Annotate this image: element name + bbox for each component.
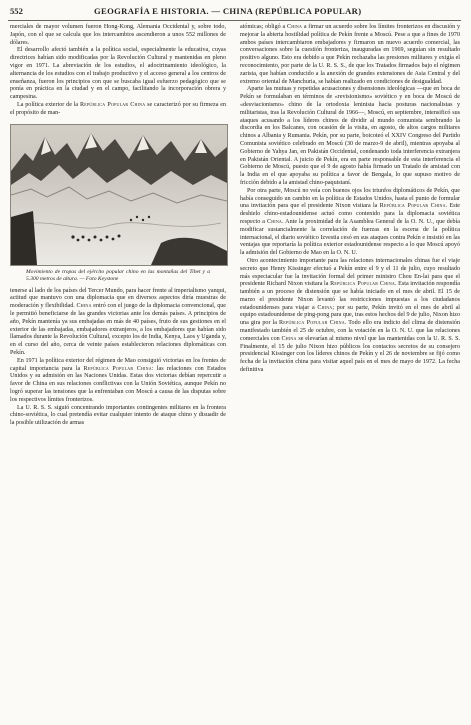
paragraph-text: . Todo ello era indicio del clima de distensión manifestado también el 25 de octubre, con la votación en la O. N. U. que las relaciones comerciales con — [240, 320, 460, 342]
country-name: China — [281, 335, 297, 342]
running-title: GEOGRAFÍA E HISTORIA. — CHINA (REPÚBLICA POPULAR) — [94, 6, 362, 16]
page-header — [8, 4, 461, 21]
country-name: República Popular China — [79, 101, 146, 108]
mountain-photo-illustration — [11, 125, 227, 265]
country-name: República Popular China — [279, 320, 345, 327]
country-name: República Popular China — [379, 203, 446, 210]
country-name: República Popular China — [330, 281, 395, 288]
paragraph-text: : las relaciones con Estados Unidos y su admisión en las Naciones Unidas. Estas dos victorias debían repercutir a favor de China en sus relaciones conflictivas con la Unión Soviética, aunque Pekín no logró superar las tensiones que la enfrentaban con Moscú a causa de las disputas sobre los respectivos límites fronterizos. — [10, 365, 226, 403]
paragraph-text: a firmar un acuerdo sobre los límites fronterizos en discusión y mejorar la abierta hostilidad política de Pekín frente a Moscú. Pese a que a fines de 1970 ambos países intercambiaron embajadores y firmaron un nuevo acuerdo comercial, las conversaciones sobre la cuestión fronteriza, inauguradas en 1969, seguían sin resultado positivo alguno. Esto era debido a que Pekín rechazaba las presiones militares y exigía el reconocimiento, por parte de la U. R. S. S., de que los Tratados firmados bajo el régimen zarista, que habían conducido a la anexión de grandes extensiones de Asia Central y del extremo oriental de Manchuria, se habían realizado en condiciones de desigualdad. — [240, 24, 461, 85]
left-column — [10, 24, 226, 428]
paragraph-text: se caracterizó por su firmeza en el propósito de man- — [10, 101, 226, 116]
paragraph: La U. R. S. S. siguió concentrando importantes contingentes militares en la frontera chino-soviética, lo cual pretendía evitar cualquier intento de ataque chino y disuadir de la posible utilización de armas — [10, 404, 226, 427]
photo-caption: Movimiento de tropas del ejército popular chino en las montañas del Tibet y a 5.300 metros de altura. — Foto Keystone — [26, 268, 210, 282]
paragraph: El desarrollo afectó también a la política social, especialmente la educativa, cuyas directrices habían sido modificadas por la Revolución Cultural y mantenidas en pleno vigor en 1971. La abreviación de los estudios, el adoctrinamiento ideológico, la alternancia de los estudios con el trabajo productivo y el acceso general a los centros de enseñanza, fueron los principios con que se buscaba igual esfuerzo pedagógico que se ponía en práctica en la ciudad y en el campo, facilitando la incorporación obrera y campesina. — [10, 47, 226, 101]
paragraph-text: atómicas; obligó a — [240, 24, 287, 30]
paragraph-text: ; por su parte, Pekín invitó en el mes de abril al equipo estadounidense de ping-pong para que, tras estos hechos del 9 de julio, Nixon hizo una gira por la — [240, 304, 460, 327]
page-number: 552 — [10, 6, 23, 16]
country-name: República Popular China — [83, 365, 152, 372]
paragraph — [10, 288, 226, 358]
paragraph: Aparte las mutuas y repetidas acusaciones y disensiones ideológicas —que en boca de Pekín se formulaban en términos de «revisionismo» soviético y en boca de Moscú de «desviacionismo» chino de la ortodoxia leninista hacia posturas nacionalistas y militaristas, tras la Revolución Cultural de 1966—, Moscú, en septiembre, intensificó sus ataques acusando a los líderes chinos de dividir al mundo comunista sembrando la discordia en los Balcanes, con ocasión de la visita, en agosto, de altos cargos militares chinos a Albania y Rumania. Pekín, por su parte, boicoteó el XXIV Congreso del Partido Comunista soviético celebrado en Moscú (30 de marzo-9 de abril), mientras apoyaba al Gobierno de Yahya Jan, en Pakistán Occidental, condenando toda interferencia extranjera en Pakistán Oriental. A juicio de Pekín, era en parte responsable de esta interferencia el Gobierno de Moscú, puesto que el 9 de agosto había firmado un Tratado de amistad con la India en el que apoyaba su política a favor de Bengala, lo que supuso motivo de fricción debido a la amistad chino-paquistaní. — [240, 86, 460, 186]
paragraph — [10, 358, 226, 405]
country-name: China — [317, 304, 333, 311]
paragraph-text: entró con el juego de la diplomacia convencional, que le permitió beneficiarse de las grandes victorias ante los demás países. A principios de año, Pekín mantenía ya sus embajadas en más de 40 países, fruto de sus gestiones en el exterior de las embajadas, embajadores extranjeros, a los embajadores que habían sido llamados durante la Revolución Cultural, excepto los de India, Kenya, Laos y Uganda y, en el curso del año, cerca de veinte países establecieron relaciones diplomáticas con Pekín. — [10, 303, 227, 356]
paragraph — [10, 102, 226, 118]
paragraph-text: Por otra parte, Moscú no veía con buenos ojos los triunfos diplomáticos de Pekín, que había conseguido un cambio en la política de Estados Unidos, hasta el punto de formular una invitación para que el presidente Nixon visitara la — [240, 187, 460, 210]
country-name: China — [76, 303, 92, 310]
country-name: China — [266, 218, 283, 225]
paragraph — [240, 188, 460, 258]
right-column — [240, 24, 460, 375]
paragraph — [240, 24, 460, 86]
paragraph-text: Otro acontecimiento importante para las relaciones internacionales chinas fue el viaje secreto que Henry Kissinger efectuó a Pekín entre el 9 y el 11 de julio, cuyo resultado más espectacular fue la invitación formal del primer ministro Chou En-lai para que el presidente Richard Nixon visitara la — [240, 257, 460, 288]
paragraph: merciales de mayor volumen fueron Hong-Kong, Alemania Occidental y, sobre todo, Japón, con el que se calcula que los intercambios ascendieron a unos 552 millones de dólares. — [10, 24, 226, 46]
photo-tibet-mountains — [10, 124, 228, 266]
paragraph-text: . Esta invitación respondía también a un proceso de distensión que se había iniciado en el mes de abril. El 15 de marzo el presidente Nixon levantó las restricciones impuestas a los ciudadanos estadounidenses para viajar a — [240, 281, 460, 311]
paragraph-text: En 1971 la política exterior del régimen de Mao consiguió victorias en los frentes de capital importancia para la — [10, 357, 226, 372]
country-name: China — [286, 24, 303, 30]
paragraph — [240, 258, 460, 375]
paragraph-text: . Ante la proximidad de la Asamblea General de la O. N. U., que debía modificar sustancialmente la correlación de fuerzas en la escena de la política internacional, el diario soviético Izvestia cesó en sus ataques contra Pekín e insistió en las ventajas que reportaría la política exterior estadounidense respecto a lo que Moscú apoyó la admisión del Gobierno de Mao en la O. N. U. — [240, 218, 460, 257]
paragraph-text: tenerse al lado de los países del Tercer Mundo, para hacer frente al imperialismo yanqui, actitud que mantuvo con una diplomacia que en diversos aspectos diría muestras de moderación y flexibilidad. — [10, 287, 226, 310]
paragraph-text: . Este deshielo chino-estadounidense actuó como contenido para la diplomacia soviética respecto a — [240, 203, 461, 225]
paragraph-text: La política exterior de la — [17, 101, 80, 108]
paragraph-text: se elevarían al mismo nivel que las mantenidas con la U. R. S. S. Finalmente, el 15 de julio Nixon hizo públicos los contactos secretos de su consejero presidencial Kissinger con los líderes chinos de Pekín y el 26 de noviembre se fijó como fecha de la invitación china para visitar aquel país en el mes de mayo de 1972. La fecha definitiva — [240, 335, 460, 374]
